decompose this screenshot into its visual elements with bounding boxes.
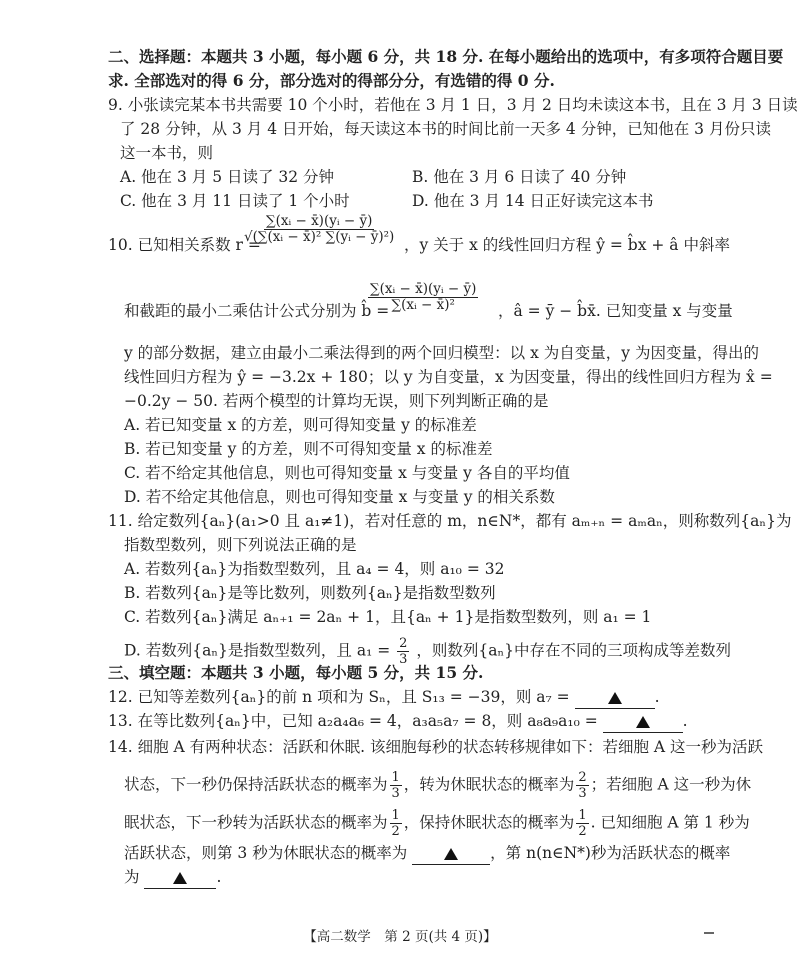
q14-l2c: ；若细胞 A 这一秒为休	[590, 775, 752, 794]
q14-line5	[124, 866, 221, 889]
q14-l5b: .	[216, 868, 222, 886]
q10-r-numerator: ∑(xᵢ − x̄)(yᵢ − ȳ)	[265, 213, 373, 229]
q14-l2-f1-num: 1	[391, 770, 400, 785]
q9-line2: 了 28 分钟，从 3 月 4 日开始，每天读这本书的时间比前一天多 4 分钟，已知他在 3 月份只读	[120, 120, 771, 138]
section3-header: 三、填空题：本题共 3 小题，每小题 5 分，共 15 分.	[108, 663, 484, 682]
q11-option-d-num: 2	[399, 636, 408, 651]
q9-line3: 这一本书，则	[120, 144, 214, 162]
q9-option-a: A. 他在 3 月 5 日读了 32 分钟	[120, 168, 335, 186]
q10-r-fraction	[240, 214, 398, 245]
q9-line1: 9. 小张读完某本书共需要 10 个小时，若他在 3 月 1 日，3 月 2 日均未读这本书，且在 3 月 3 日读	[108, 96, 798, 114]
q14-l2-f1-den: 3	[391, 786, 400, 801]
q9-option-d: D. 他在 3 月 14 日正好读完这本书	[412, 192, 654, 210]
q11-option-d-post: ，则数列{aₙ}中存在不同的三项构成等差数列	[416, 641, 732, 660]
q12-answer-blank[interactable]	[575, 686, 655, 709]
q14-l3-f1-den: 2	[391, 824, 400, 839]
q14-line4	[124, 842, 730, 865]
q10-b-denominator: ∑(xᵢ − x̄)²	[391, 297, 455, 313]
q14-l2-f2-num: 2	[578, 770, 587, 785]
q10-b-numerator: ∑(xᵢ − x̄)(yᵢ − ȳ)	[370, 281, 477, 297]
q10-option-a: A. 若已知变量 x 的方差，则可得知变量 y 的标准差	[124, 416, 477, 434]
triangle-icon	[173, 872, 187, 884]
q10-r-denominator: √(∑(xᵢ − x̄)² ∑(yᵢ − ȳ)²)	[244, 229, 395, 245]
q12-text: 12. 已知等差数列{aₙ}的前 n 项和为 Sₙ，且 S₁₃ = −39，则 a₇ =	[108, 688, 570, 706]
q9-option-c: C. 他在 3 月 11 日读了 1 个小时	[120, 192, 350, 210]
q10-prefix: 10. 已知相关系数 r =	[108, 236, 261, 254]
q14-line2	[124, 770, 751, 801]
q12-end: .	[654, 688, 660, 706]
q14-l3-f2-num: 1	[578, 808, 587, 823]
page-footer: 【高二数学 第 2 页(共 4 页)】	[303, 929, 497, 945]
q14-l3-f2-den: 2	[578, 824, 587, 839]
q14-l2b: ，转为休眠状态的概率为	[403, 775, 575, 794]
q10-b-fraction	[366, 282, 480, 313]
triangle-icon	[608, 692, 622, 704]
q14-l2a: 状态，下一秒仍保持活跃状态的概率为	[124, 775, 388, 794]
q14-line3	[124, 808, 750, 839]
q14-l3c: . 已知细胞 A 第 1 秒为	[590, 813, 750, 832]
q10-line2-suffix: ，â = ȳ − b̂x̄. 已知变量 x 与变量	[498, 302, 733, 320]
q14-answer-blank-2[interactable]	[144, 866, 216, 889]
triangle-icon	[636, 716, 650, 728]
q14-l3a: 眠状态，下一秒转为活跃状态的概率为	[124, 813, 388, 832]
q13-line	[108, 710, 688, 733]
q11-option-b: B. 若数列{aₙ}是等比数列，则数列{aₙ}是指数型数列	[124, 584, 496, 602]
q14-l2-f2-den: 3	[578, 786, 587, 801]
corner-mark	[704, 932, 714, 934]
q10-line4: 线性回归方程为 ŷ = −3.2x + 180；以 y 为自变量，x 为因变量，得出的线性回归方程为 x̂ =	[124, 368, 773, 386]
q9-option-b: B. 他在 3 月 6 日读了 40 分钟	[412, 168, 627, 186]
q13-text: 13. 在等比数列{aₙ}中，已知 a₂a₄a₆ = 4，a₃a₅a₇ = 8，则 a₈a₉a₁₀ =	[108, 712, 598, 730]
q11-option-c: C. 若数列{aₙ}满足 aₙ₊₁ = 2aₙ + 1，且{aₙ + 1}是指数型数列，则 a₁ = 1	[124, 608, 652, 626]
q14-l3b: ，保持休眠状态的概率为	[403, 813, 575, 832]
q13-answer-blank[interactable]	[603, 710, 683, 733]
q14-line1: 14. 细胞 A 有两种状态：活跃和休眠. 该细胞每秒的状态转移规律如下：若细胞 A 这一秒为活跃	[108, 738, 764, 756]
q14-answer-blank-1[interactable]	[412, 842, 490, 865]
q11-option-d-pre: D. 若数列{aₙ}是指数型数列，且 a₁ =	[124, 641, 391, 660]
q10-after-r: ，y 关于 x 的线性回归方程 ŷ = b̂x + â 中斜率	[404, 236, 730, 254]
q11-option-d-den: 3	[399, 652, 408, 667]
q14-l3-f1-num: 1	[391, 808, 400, 823]
q11-option-a: A. 若数列{aₙ}为指数型数列，且 a₄ = 4，则 a₁₀ = 32	[124, 560, 505, 578]
q10-line3: y 的部分数据，建立由最小二乘法得到的两个回归模型：以 x 为自变量，y 为因变量，得出的	[124, 344, 759, 362]
q10-line5: −0.2y − 50. 若两个模型的计算均无误，则下列判断正确的是	[124, 392, 549, 410]
q10-option-c: C. 若不给定其他信息，则也可得知变量 x 与变量 y 各自的平均值	[124, 464, 570, 482]
triangle-icon	[444, 848, 458, 860]
q13-end: .	[682, 712, 688, 730]
q12-line	[108, 686, 660, 709]
q10-option-d: D. 若不给定其他信息，则也可得知变量 x 与变量 y 的相关系数	[124, 488, 555, 506]
q14-l5a: 为	[124, 868, 140, 886]
q14-l4a: 活跃状态，则第 3 秒为休眠状态的概率为	[124, 844, 408, 862]
q11-line1: 11. 给定数列{aₙ}(a₁>0 且 a₁≠1)，若对任意的 m，n∈N*，都有 aₘ₊ₙ = aₘaₙ，则称数列{aₙ}为	[108, 512, 792, 530]
q10-option-b: B. 若已知变量 y 的方差，则不可得知变量 x 的标准差	[124, 440, 493, 458]
q11-line2: 指数型数列，则下列说法正确的是	[124, 536, 357, 554]
section2-header-line2: 求. 全部选对的得 6 分，部分选对的得部分分，有选错的得 0 分.	[108, 71, 555, 90]
q14-l4b: ，第 n(n∈N*)秒为活跃状态的概率	[490, 844, 731, 862]
q10-line2-prefix: 和截距的最小二乘估计公式分别为 b̂ =	[124, 302, 390, 320]
section2-header-line1: 二、选择题：本题共 3 小题，每小题 6 分，共 18 分. 在每小题给出的选项中，有多项符合题目要	[108, 47, 784, 66]
